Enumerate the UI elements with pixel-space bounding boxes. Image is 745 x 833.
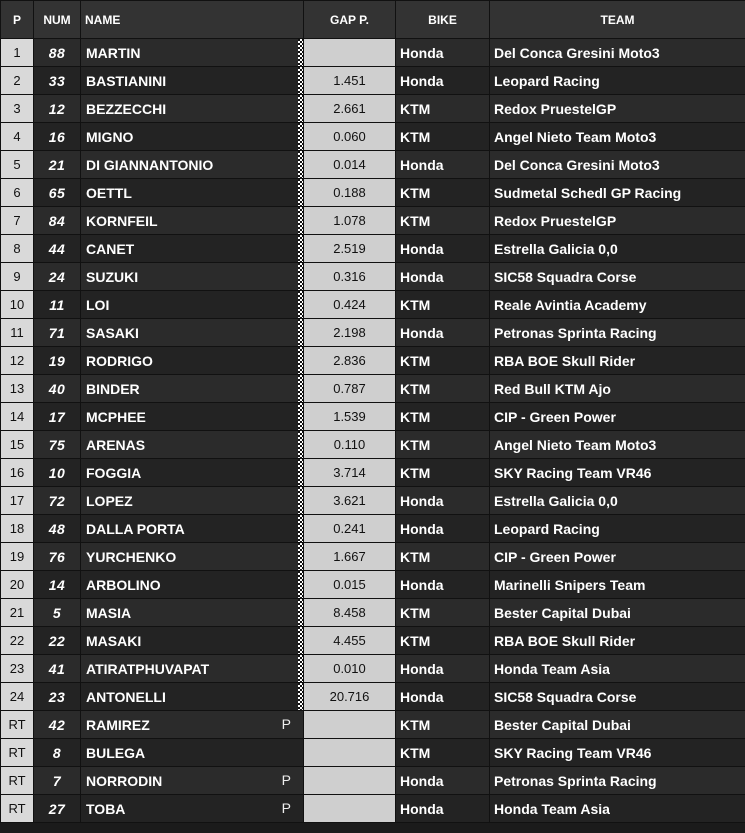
header-name[interactable]: NAME bbox=[81, 1, 304, 39]
position-cell: 22 bbox=[1, 627, 34, 655]
rider-number-cell: 27 bbox=[34, 795, 81, 823]
rider-number-cell: 40 bbox=[34, 375, 81, 403]
bike-cell: KTM bbox=[396, 403, 490, 431]
rider-number-cell: 21 bbox=[34, 151, 81, 179]
rider-name-cell bbox=[81, 571, 304, 599]
team-cell: Del Conca Gresini Moto3 bbox=[490, 151, 745, 179]
team-cell: SKY Racing Team VR46 bbox=[490, 739, 745, 767]
gap-cell: 0.241 bbox=[304, 515, 396, 543]
table-row[interactable] bbox=[1, 207, 745, 235]
header-row bbox=[1, 1, 745, 39]
rider-name: MCPHEE bbox=[86, 408, 146, 425]
bike-cell: Honda bbox=[396, 655, 490, 683]
rider-name: KORNFEIL bbox=[86, 212, 158, 229]
rider-name-cell bbox=[81, 39, 304, 67]
rider-name: DI GIANNANTONIO bbox=[86, 156, 214, 173]
rider-name: FOGGIA bbox=[86, 464, 142, 481]
checkered-flag-icon bbox=[298, 431, 303, 458]
table-row[interactable] bbox=[1, 67, 745, 95]
rider-name-cell bbox=[81, 67, 304, 95]
rider-name: RAMIREZ bbox=[86, 716, 150, 733]
rider-number-cell: 16 bbox=[34, 123, 81, 151]
rider-number-cell: 48 bbox=[34, 515, 81, 543]
bike-cell: Honda bbox=[396, 39, 490, 67]
checkered-flag-icon bbox=[298, 347, 303, 374]
table-row[interactable] bbox=[1, 599, 745, 627]
rider-name: RODRIGO bbox=[86, 352, 153, 369]
checkered-flag-icon bbox=[298, 599, 303, 626]
position-cell: 5 bbox=[1, 151, 34, 179]
penalty-flag: P bbox=[281, 716, 291, 732]
bike-cell: Honda bbox=[396, 319, 490, 347]
rider-number-cell: 71 bbox=[34, 319, 81, 347]
rider-number-cell: 8 bbox=[34, 739, 81, 767]
rider-name-cell bbox=[81, 599, 304, 627]
team-cell: Honda Team Asia bbox=[490, 655, 745, 683]
team-cell: Angel Nieto Team Moto3 bbox=[490, 431, 745, 459]
rider-name: BASTIANINI bbox=[86, 72, 167, 89]
team-cell: Del Conca Gresini Moto3 bbox=[490, 39, 745, 67]
team-cell: Leopard Racing bbox=[490, 515, 745, 543]
rider-number-cell: 33 bbox=[34, 67, 81, 95]
gap-cell: 0.010 bbox=[304, 655, 396, 683]
gap-cell: 8.458 bbox=[304, 599, 396, 627]
rider-name-cell bbox=[81, 543, 304, 571]
bike-cell: KTM bbox=[396, 599, 490, 627]
table-row[interactable] bbox=[1, 459, 745, 487]
table-row[interactable] bbox=[1, 795, 745, 823]
header-team[interactable]: TEAM bbox=[490, 1, 745, 39]
bike-cell: KTM bbox=[396, 123, 490, 151]
table-row[interactable] bbox=[1, 515, 745, 543]
rider-name: SUZUKI bbox=[86, 268, 139, 285]
rider-name-cell bbox=[81, 403, 304, 431]
position-cell: RT bbox=[1, 795, 34, 823]
team-cell: Petronas Sprinta Racing bbox=[490, 319, 745, 347]
table-row[interactable] bbox=[1, 711, 745, 739]
table-row[interactable] bbox=[1, 655, 745, 683]
rider-number-cell: 75 bbox=[34, 431, 81, 459]
gap-cell: 2.519 bbox=[304, 235, 396, 263]
bike-cell: Honda bbox=[396, 767, 490, 795]
rider-name: MARTIN bbox=[86, 44, 141, 61]
rider-number-cell: 84 bbox=[34, 207, 81, 235]
position-cell: 8 bbox=[1, 235, 34, 263]
table-row[interactable] bbox=[1, 739, 745, 767]
position-cell: 7 bbox=[1, 207, 34, 235]
checkered-flag-icon bbox=[298, 319, 303, 346]
rider-name-cell bbox=[81, 263, 304, 291]
rider-name: LOPEZ bbox=[86, 492, 133, 509]
table-row[interactable] bbox=[1, 571, 745, 599]
position-cell: 6 bbox=[1, 179, 34, 207]
rider-name: ARBOLINO bbox=[86, 576, 161, 593]
position-cell: 16 bbox=[1, 459, 34, 487]
team-cell: Marinelli Snipers Team bbox=[490, 571, 745, 599]
bike-cell: Honda bbox=[396, 151, 490, 179]
gap-cell: 1.667 bbox=[304, 543, 396, 571]
penalty-flag: P bbox=[281, 772, 291, 788]
team-cell: Petronas Sprinta Racing bbox=[490, 767, 745, 795]
rider-name: MIGNO bbox=[86, 128, 134, 145]
checkered-flag-icon bbox=[298, 263, 303, 290]
bike-cell: Honda bbox=[396, 795, 490, 823]
team-cell: Honda Team Asia bbox=[490, 795, 745, 823]
table-row[interactable] bbox=[1, 543, 745, 571]
rider-number-cell: 11 bbox=[34, 291, 81, 319]
gap-cell: 3.714 bbox=[304, 459, 396, 487]
checkered-flag-icon bbox=[298, 655, 303, 682]
table-row[interactable] bbox=[1, 683, 745, 711]
bike-cell: KTM bbox=[396, 291, 490, 319]
bike-cell: Honda bbox=[396, 487, 490, 515]
checkered-flag-icon bbox=[298, 123, 303, 150]
rider-number-cell: 14 bbox=[34, 571, 81, 599]
bike-cell: KTM bbox=[396, 347, 490, 375]
checkered-flag-icon bbox=[298, 627, 303, 654]
table-row[interactable] bbox=[1, 95, 745, 123]
rider-number-cell: 22 bbox=[34, 627, 81, 655]
table-row[interactable] bbox=[1, 123, 745, 151]
position-cell: 3 bbox=[1, 95, 34, 123]
table-row[interactable] bbox=[1, 627, 745, 655]
position-cell: RT bbox=[1, 767, 34, 795]
position-cell: 21 bbox=[1, 599, 34, 627]
rider-name: OETTL bbox=[86, 184, 132, 201]
team-cell: Redox PruestelGP bbox=[490, 207, 745, 235]
checkered-flag-icon bbox=[298, 179, 303, 206]
bike-cell: Honda bbox=[396, 235, 490, 263]
position-cell: 10 bbox=[1, 291, 34, 319]
rider-name-cell bbox=[81, 683, 304, 711]
table-row[interactable] bbox=[1, 179, 745, 207]
gap-cell: 1.451 bbox=[304, 67, 396, 95]
rider-name-cell bbox=[81, 487, 304, 515]
bike-cell: Honda bbox=[396, 263, 490, 291]
rider-name: CANET bbox=[86, 240, 135, 257]
rider-name-cell bbox=[81, 151, 304, 179]
position-cell: 14 bbox=[1, 403, 34, 431]
team-cell: Bester Capital Dubai bbox=[490, 599, 745, 627]
position-cell: 9 bbox=[1, 263, 34, 291]
gap-cell: 0.014 bbox=[304, 151, 396, 179]
rider-name-cell bbox=[81, 375, 304, 403]
bike-cell: Honda bbox=[396, 683, 490, 711]
checkered-flag-icon bbox=[298, 459, 303, 486]
rider-number-cell: 65 bbox=[34, 179, 81, 207]
team-cell: RBA BOE Skull Rider bbox=[490, 627, 745, 655]
table-row[interactable] bbox=[1, 347, 745, 375]
rider-name: SASAKI bbox=[86, 324, 139, 341]
rider-name: ATIRATPHUVAPAT bbox=[86, 660, 210, 677]
position-cell: 2 bbox=[1, 67, 34, 95]
gap-cell: 1.078 bbox=[304, 207, 396, 235]
position-cell: 4 bbox=[1, 123, 34, 151]
bike-cell: Honda bbox=[396, 67, 490, 95]
checkered-flag-icon bbox=[298, 487, 303, 514]
gap-cell: 2.661 bbox=[304, 95, 396, 123]
gap-cell bbox=[304, 39, 396, 67]
table-row[interactable] bbox=[1, 767, 745, 795]
gap-cell: 20.716 bbox=[304, 683, 396, 711]
rider-name-cell bbox=[81, 515, 304, 543]
gap-cell: 3.621 bbox=[304, 487, 396, 515]
header-position[interactable]: P bbox=[1, 1, 34, 39]
rider-name: BEZZECCHI bbox=[86, 100, 167, 117]
position-cell: 12 bbox=[1, 347, 34, 375]
checkered-flag-icon bbox=[298, 543, 303, 570]
table-row[interactable] bbox=[1, 291, 745, 319]
table-row[interactable] bbox=[1, 39, 745, 67]
rider-number-cell: 76 bbox=[34, 543, 81, 571]
gap-cell: 0.787 bbox=[304, 375, 396, 403]
team-cell: CIP - Green Power bbox=[490, 403, 745, 431]
checkered-flag-icon bbox=[298, 375, 303, 402]
checkered-flag-icon bbox=[298, 683, 303, 710]
rider-name-cell bbox=[81, 207, 304, 235]
header-gap[interactable]: GAP P. bbox=[304, 1, 396, 39]
position-cell: 24 bbox=[1, 683, 34, 711]
gap-cell: 0.110 bbox=[304, 431, 396, 459]
rider-name-cell bbox=[81, 459, 304, 487]
bike-cell: KTM bbox=[396, 431, 490, 459]
rider-name: MASAKI bbox=[86, 632, 142, 649]
bike-cell: KTM bbox=[396, 207, 490, 235]
checkered-flag-icon bbox=[298, 403, 303, 430]
gap-cell: 0.424 bbox=[304, 291, 396, 319]
rider-name-cell bbox=[81, 739, 304, 767]
rider-name-cell bbox=[81, 235, 304, 263]
rider-name: LOI bbox=[86, 296, 110, 313]
bike-cell: KTM bbox=[396, 459, 490, 487]
gap-cell: 0.188 bbox=[304, 179, 396, 207]
bike-cell: KTM bbox=[396, 179, 490, 207]
table-row[interactable] bbox=[1, 235, 745, 263]
bike-cell: Honda bbox=[396, 571, 490, 599]
rider-name: BINDER bbox=[86, 380, 140, 397]
rider-name-cell bbox=[81, 319, 304, 347]
rider-number-cell: 17 bbox=[34, 403, 81, 431]
position-cell: 11 bbox=[1, 319, 34, 347]
checkered-flag-icon bbox=[298, 207, 303, 234]
rider-name: MASIA bbox=[86, 604, 132, 621]
gap-cell bbox=[304, 711, 396, 739]
team-cell: Angel Nieto Team Moto3 bbox=[490, 123, 745, 151]
rider-name-cell bbox=[81, 431, 304, 459]
team-cell: SIC58 Squadra Corse bbox=[490, 683, 745, 711]
team-cell: Estrella Galicia 0,0 bbox=[490, 487, 745, 515]
rider-number-cell: 24 bbox=[34, 263, 81, 291]
bike-cell: KTM bbox=[396, 739, 490, 767]
rider-number-cell: 41 bbox=[34, 655, 81, 683]
rider-name-cell bbox=[81, 711, 304, 739]
checkered-flag-icon bbox=[298, 95, 303, 122]
team-cell: Leopard Racing bbox=[490, 67, 745, 95]
bike-cell: KTM bbox=[396, 95, 490, 123]
team-cell: Redox PruestelGP bbox=[490, 95, 745, 123]
header-number[interactable]: NUM bbox=[34, 1, 81, 39]
rider-name-cell bbox=[81, 627, 304, 655]
rider-number-cell: 12 bbox=[34, 95, 81, 123]
team-cell: RBA BOE Skull Rider bbox=[490, 347, 745, 375]
gap-cell bbox=[304, 795, 396, 823]
table-row[interactable] bbox=[1, 319, 745, 347]
rider-number-cell: 5 bbox=[34, 599, 81, 627]
rider-name-cell bbox=[81, 795, 304, 823]
bike-cell: KTM bbox=[396, 627, 490, 655]
table-row[interactable] bbox=[1, 151, 745, 179]
penalty-flag: P bbox=[281, 800, 291, 816]
table-row[interactable] bbox=[1, 375, 745, 403]
team-cell: Bester Capital Dubai bbox=[490, 711, 745, 739]
rider-number-cell: 23 bbox=[34, 683, 81, 711]
bike-cell: KTM bbox=[396, 711, 490, 739]
checkered-flag-icon bbox=[298, 67, 303, 94]
rider-name: ANTONELLI bbox=[86, 688, 166, 705]
team-cell: SKY Racing Team VR46 bbox=[490, 459, 745, 487]
bike-cell: KTM bbox=[396, 543, 490, 571]
checkered-flag-icon bbox=[298, 235, 303, 262]
rider-number-cell: 19 bbox=[34, 347, 81, 375]
table-row[interactable] bbox=[1, 487, 745, 515]
position-cell: 17 bbox=[1, 487, 34, 515]
position-cell: RT bbox=[1, 739, 34, 767]
rider-number-cell: 42 bbox=[34, 711, 81, 739]
gap-cell: 1.539 bbox=[304, 403, 396, 431]
gap-cell: 2.198 bbox=[304, 319, 396, 347]
rider-name: TOBA bbox=[86, 800, 126, 817]
position-cell: 13 bbox=[1, 375, 34, 403]
rider-number-cell: 88 bbox=[34, 39, 81, 67]
checkered-flag-icon bbox=[298, 151, 303, 178]
gap-cell bbox=[304, 767, 396, 795]
gap-cell bbox=[304, 739, 396, 767]
position-cell: 19 bbox=[1, 543, 34, 571]
position-cell: 23 bbox=[1, 655, 34, 683]
rider-name-cell bbox=[81, 291, 304, 319]
checkered-flag-icon bbox=[298, 39, 303, 66]
rider-name-cell bbox=[81, 767, 304, 795]
checkered-flag-icon bbox=[298, 291, 303, 318]
rider-name: YURCHENKO bbox=[86, 548, 177, 565]
rider-name-cell bbox=[81, 655, 304, 683]
team-cell: Reale Avintia Academy bbox=[490, 291, 745, 319]
team-cell: Estrella Galicia 0,0 bbox=[490, 235, 745, 263]
gap-cell: 0.060 bbox=[304, 123, 396, 151]
rider-name: NORRODIN bbox=[86, 772, 163, 789]
rider-number-cell: 10 bbox=[34, 459, 81, 487]
gap-cell: 0.015 bbox=[304, 571, 396, 599]
gap-cell: 2.836 bbox=[304, 347, 396, 375]
header-bike[interactable]: BIKE bbox=[396, 1, 490, 39]
checkered-flag-icon bbox=[298, 571, 303, 598]
position-cell: 20 bbox=[1, 571, 34, 599]
table-row[interactable] bbox=[1, 431, 745, 459]
rider-name-cell bbox=[81, 347, 304, 375]
table-row[interactable] bbox=[1, 403, 745, 431]
rider-number-cell: 44 bbox=[34, 235, 81, 263]
gap-cell: 4.455 bbox=[304, 627, 396, 655]
table-row[interactable] bbox=[1, 263, 745, 291]
team-cell: CIP - Green Power bbox=[490, 543, 745, 571]
team-cell: Sudmetal Schedl GP Racing bbox=[490, 179, 745, 207]
rider-name: DALLA PORTA bbox=[86, 520, 185, 537]
gap-cell: 0.316 bbox=[304, 263, 396, 291]
bike-cell: KTM bbox=[396, 375, 490, 403]
team-cell: SIC58 Squadra Corse bbox=[490, 263, 745, 291]
rider-number-cell: 7 bbox=[34, 767, 81, 795]
rider-name-cell bbox=[81, 95, 304, 123]
rider-name: ARENAS bbox=[86, 436, 146, 453]
rider-name-cell bbox=[81, 179, 304, 207]
rider-name: BULEGA bbox=[86, 744, 146, 761]
position-cell: 15 bbox=[1, 431, 34, 459]
rider-number-cell: 72 bbox=[34, 487, 81, 515]
position-cell: RT bbox=[1, 711, 34, 739]
rider-name-cell bbox=[81, 123, 304, 151]
position-cell: 18 bbox=[1, 515, 34, 543]
team-cell: Red Bull KTM Ajo bbox=[490, 375, 745, 403]
checkered-flag-icon bbox=[298, 515, 303, 542]
bike-cell: Honda bbox=[396, 515, 490, 543]
position-cell: 1 bbox=[1, 39, 34, 67]
